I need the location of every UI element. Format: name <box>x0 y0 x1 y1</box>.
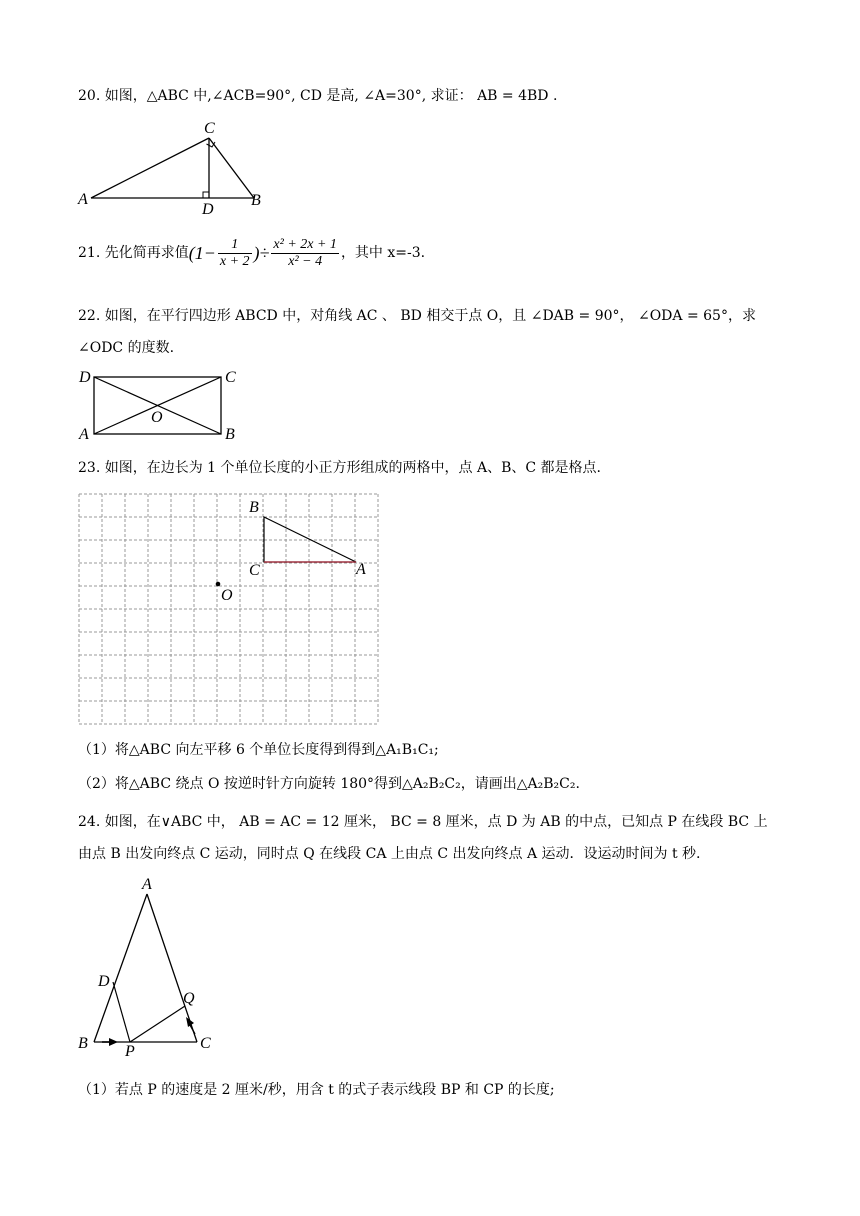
q23-grid-figure <box>75 490 387 730</box>
q20-statement: 如图，△ABC 中,∠ACB=90°, CD 是高, ∠A=30°, 求证： AB = 4BD . <box>104 88 558 104</box>
q23-part1: （1）将△ABC 向左平移 6 个单位长度得到得到△A₁B₁C₁; <box>78 742 439 758</box>
q22-figure <box>70 364 250 444</box>
q21-paren-open: (1− <box>188 243 216 263</box>
q21-f2-denominator: x² − 4 <box>288 253 323 269</box>
q21-divide: )÷ <box>253 243 270 263</box>
q21-suffix: ，其中 x=-3. <box>340 245 426 261</box>
q24-line1: 如图，在∨ABC 中， AB = AC = 12 厘米， BC = 8 厘米，点 D 为 AB 的中点，已知点 P 在线段 BC 上 <box>104 814 768 830</box>
q23-grid <box>79 494 378 724</box>
q22-text <box>78 300 788 364</box>
q24-label-p: P <box>125 1043 135 1060</box>
q20-text <box>78 86 788 107</box>
q23-text <box>78 458 788 479</box>
q24-text <box>78 806 788 870</box>
q20-label-c: C <box>204 120 215 137</box>
q23-label-b: B <box>249 499 259 516</box>
q23-statement: 如图，在边长为 1 个单位长度的小正方形组成的两格中，点 A、B、C 都是格点. <box>104 460 601 476</box>
q22-label-d: D <box>79 369 91 386</box>
q22-line1: 如图，在平行四边形 ABCD 中，对角线 AC 、 BD 相交于点 O，且 ∠DAB = 90°， ∠ODA = 65°，求 <box>104 308 756 324</box>
q23-number: 23. <box>78 460 101 476</box>
q21-number: 21. <box>78 245 101 261</box>
q24-label-q: Q <box>183 990 195 1007</box>
q20-label-a: A <box>78 191 88 208</box>
q21-f1-denominator: x + 2 <box>219 253 250 269</box>
q22-label-a: A <box>79 426 89 443</box>
q21-fraction-1 <box>218 237 252 270</box>
q20-number: 20. <box>78 88 101 104</box>
q23-part2: （2）将△ABC 绕点 O 按逆时针方向旋转 180°得到△A₂B₂C₂，请画出△A₂B₂C₂. <box>78 776 580 792</box>
q22-number: 22. <box>78 308 101 324</box>
q24-part1: （1）若点 P 的速度是 2 厘米/秒，用含 t 的式子表示线段 BP 和 CP 的长度; <box>78 1082 555 1098</box>
q21-f2-numerator: x² + 2x + 1 <box>273 236 337 252</box>
q24-label-d: D <box>98 973 110 990</box>
q23-label-c: C <box>249 562 260 579</box>
q24-line2: 由点 B 出发向终点 C 运动，同时点 Q 在线段 CA 上由点 C 出发向终点 A 运动．设运动时间为 t 秒. <box>78 846 701 862</box>
q20-label-d: D <box>202 201 214 218</box>
q23-label-a: A <box>356 561 366 578</box>
q24-label-a: A <box>142 876 152 893</box>
q20-label-b: B <box>251 192 261 209</box>
q24-number: 24. <box>78 814 101 830</box>
q20-figure <box>70 116 280 221</box>
q24-figure <box>70 872 230 1062</box>
q22-label-c: C <box>225 369 236 386</box>
q22-label-b: B <box>225 426 235 443</box>
q21-prefix: 先化简再求值 <box>104 245 189 261</box>
q22-line2: ∠ODC 的度数. <box>78 340 175 356</box>
q21-f1-numerator: 1 <box>218 237 252 254</box>
q24-label-b: B <box>78 1035 88 1052</box>
q21-text <box>78 236 788 270</box>
q23-label-o: O <box>221 587 233 604</box>
q21-fraction-2 <box>271 237 339 270</box>
q22-label-o: O <box>151 409 163 426</box>
q24-label-c: C <box>200 1035 211 1052</box>
